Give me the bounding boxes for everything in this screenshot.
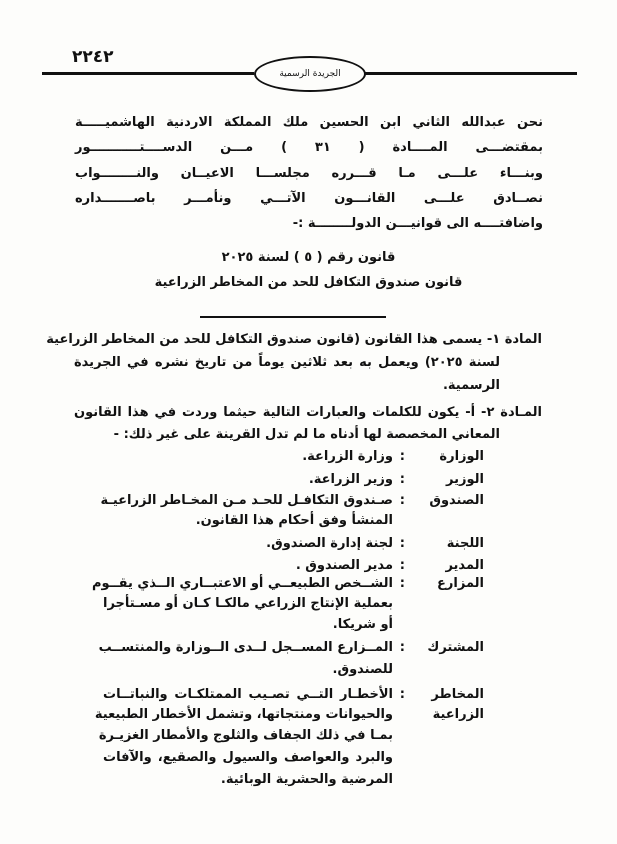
definition-text: للصندوق.	[332, 662, 393, 677]
definition-colon: :	[399, 472, 405, 487]
definition-text: وزارة الزراعة.	[302, 449, 393, 464]
definition-text: أو شريكا.	[332, 617, 393, 632]
definition-colon: :	[399, 687, 405, 702]
article-2-line-2: المعاني المخصصة لها أدناه ما لم تدل القرينة على غير ذلك: -	[113, 427, 500, 442]
definition-text: بعملية الإنتاج الزراعي مالكـا كـان أو مسـتأجرا	[103, 596, 393, 611]
header-rule-left	[42, 72, 254, 75]
definition-term: المدير	[445, 558, 484, 573]
definition-colon: :	[399, 558, 405, 573]
preamble-line-1: نحن عبدالله الثاني ابن الحسين ملك المملكة الاردنية الهاشميـــــة	[75, 115, 543, 130]
definition-colon: :	[399, 493, 405, 508]
definition-term: المزارع	[437, 576, 484, 591]
definition-text: بمـا في ذلك الجفاف والثلوج والأمطار الغزيـرة	[98, 728, 393, 743]
definition-text: لجنة إدارة الصندوق.	[266, 536, 393, 551]
masthead-title: الجريدة الرسمية	[279, 69, 341, 79]
definition-text: صـندوق التكافـل للحـد مـن المخـاطر الزراعيـة	[100, 493, 393, 508]
article-1-line-3: الرسمية.	[442, 378, 500, 393]
header-rule-right	[362, 72, 577, 75]
article-2-line-1: المـادة ٢- أ- يكون للكلمات والعبارات التالية حيثما وردت في هذا القانون	[74, 405, 542, 420]
definition-text: الأخطـار التــي تصـيب الممتلكـات والنباتــات	[103, 687, 393, 702]
definition-text: المنشأ وفق أحكام هذا القانون.	[195, 513, 393, 528]
definition-term: الوزير	[446, 472, 484, 487]
definition-term-continued: الزراعية	[432, 707, 484, 722]
page-number: ٢٢٤٢	[72, 47, 114, 67]
definition-term: المشترك	[427, 640, 484, 655]
preamble-line-2: بمقتضـــى المــــادة ( ٣١ ) مـــن الدســــتـــــــــــور	[75, 140, 543, 155]
definition-text: المــزارع المســجل لــدى الــوزارة والمنتســب	[98, 640, 393, 655]
preamble-line-3: وبنـــاء علـــى مـا قـــرره مجلســـا الاعيــان والنــــــــواب	[75, 166, 543, 181]
definition-colon: :	[399, 536, 405, 551]
definition-text: وزير الزراعة.	[308, 472, 393, 487]
definition-text: والحيوانات ومنتجاتها، وتشمل الأخطار الطبيعية	[94, 707, 393, 722]
definition-colon: :	[399, 576, 405, 591]
masthead-oval	[254, 56, 366, 92]
definition-term: المخاطر	[431, 687, 484, 702]
definition-term: الوزارة	[439, 449, 484, 464]
definition-term: الصندوق	[429, 493, 484, 508]
definition-text: والبرد والعواصف والسيول والصقيع، والآفات	[103, 750, 393, 765]
article-1-line-2: لسنة ٢٠٢٥) ويعمل به بعد ثلاثين يوماً من تاريخ نشره في الجريدة	[74, 355, 500, 370]
definition-colon: :	[399, 640, 405, 655]
definition-colon: :	[399, 449, 405, 464]
title-divider	[200, 316, 386, 318]
definition-text: مدير الصندوق .	[295, 558, 393, 573]
definition-text: الشــخص الطبيعــي أو الاعتبــاري الــذي يقــوم	[92, 576, 393, 591]
definition-text: المرضية والحشرية الوبائية.	[220, 772, 393, 787]
preamble-line-4: نصــادق علـــى القانـــون الآتـــي ونأمـــر باصـــــــداره	[75, 191, 543, 206]
law-name: قانون صندوق التكافل للحد من المخاطر الزراعية	[154, 275, 463, 290]
article-1-line-1: المادة ١- يسمى هذا القانون (قانون صندوق التكافل للحد من المخاطر الزراعية	[46, 332, 542, 347]
preamble-line-5: واضافتــــه الى قوانيـــن الدولــــــــة :-	[292, 216, 543, 231]
law-number: قانون رقم ( ٥ ) لسنة ٢٠٢٥	[221, 250, 396, 265]
definition-term: اللجنة	[446, 536, 484, 551]
